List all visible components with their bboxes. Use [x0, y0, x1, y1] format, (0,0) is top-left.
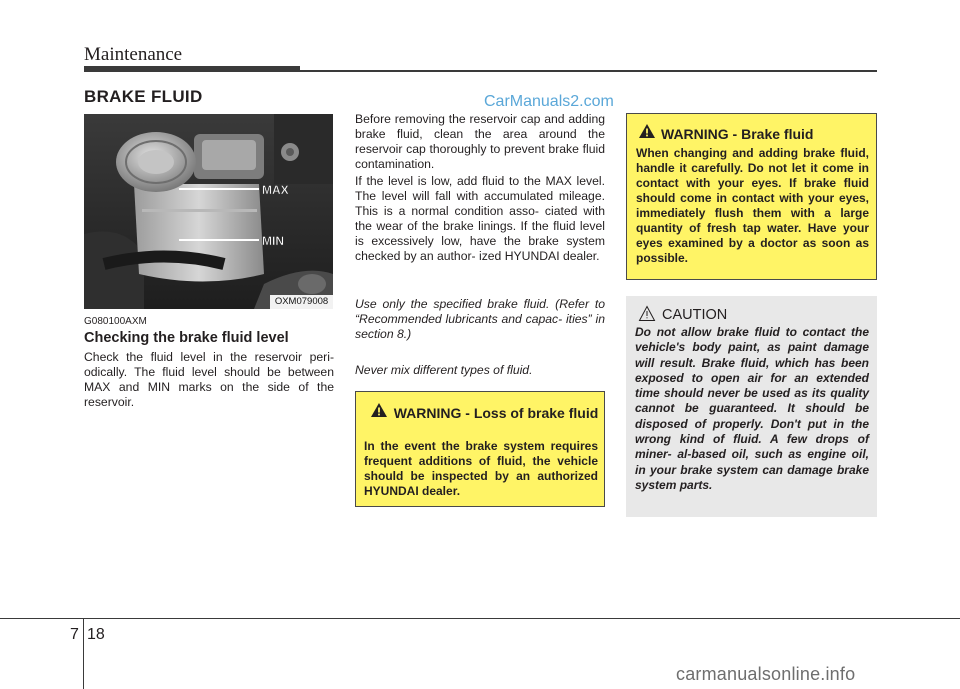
- watermark-bottom[interactable]: carmanualsonline.info: [676, 664, 856, 684]
- warning-subject: Brake fluid: [741, 126, 814, 142]
- warning-title: [661, 126, 813, 142]
- footer-divider: [83, 618, 84, 689]
- warning-body: When changing and adding brake fluid, handle it carefully. Do not let it come in contact with your eyes. If brake fluid should come in contact with your eyes, immediately flush them with a large quantity of fresh tap water. Have your eyes examined by a doctor as soon as possible.: [636, 146, 869, 265]
- warning-title: [390, 405, 602, 421]
- warning-subject: Loss of brake fluid: [473, 405, 599, 421]
- page-number: 18: [87, 626, 105, 643]
- watermark-top[interactable]: CarManuals2.com: [484, 93, 614, 110]
- header-rule: [84, 70, 877, 72]
- reservoir-illustration: [84, 114, 333, 309]
- warning-brake-fluid: [626, 113, 877, 280]
- chapter-number: 7: [70, 626, 79, 643]
- section-code: G080100AXM: [84, 316, 147, 327]
- clean-cap-paragraph: Before removing the reservoir cap and adding brake fluid, clean the area around the reservoir cap thoroughly to prevent brake fluid contamination.: [355, 112, 605, 171]
- warning-body: In the event the brake system requires frequent additions of fluid, the vehicle should be inspected by an authorized HYUNDAI dealer.: [364, 439, 598, 498]
- caution-triangle-icon: [638, 305, 656, 322]
- section-title: BRAKE FLUID: [84, 87, 203, 106]
- caution-body: Do not allow brake fluid to contact the vehicle's body paint, as paint damage will result. Brake fluid, which has been exposed to open air for an extended time should never be used as its quality cannot be guaranteed. It should be disposed of properly. Don't put in the wrong kind of fluid. A few drops of miner- al-based oil, such as engine oil, in your brake system can damage brake system parts.: [635, 325, 869, 492]
- no-mix-note: Never mix different types of fluid.: [355, 363, 533, 377]
- warning-triangle-icon: [370, 402, 388, 418]
- warning-triangle-icon: [638, 123, 656, 139]
- footer-rule: [0, 618, 960, 619]
- warning-prefix: WARNING -: [661, 126, 742, 142]
- min-label: MIN: [262, 234, 284, 248]
- warning-prefix: WARNING -: [393, 405, 474, 421]
- check-level-paragraph: Check the fluid level in the reservoir peri- odically. The fluid level should be between MAX and MIN marks on the side of the reservoir.: [84, 350, 334, 409]
- warning-loss-of-fluid: [355, 391, 605, 507]
- brake-reservoir-photo: [84, 114, 333, 309]
- low-level-paragraph: If the level is low, add fluid to the MAX level. The level will fall with accumulated mileage. This is a normal condition asso- ciated with the wear of the brake linings. If the fluid level is excessively low, have the brake system checked by an author- ized HYUNDAI dealer.: [355, 174, 605, 263]
- specified-fluid-note: Use only the specified brake fluid. (Refer to “Recommended lubricants and capac- ities” in section 8.): [355, 297, 605, 341]
- header-title: Maintenance: [84, 44, 183, 65]
- caution-box: [626, 296, 877, 517]
- caution-title: CAUTION: [662, 307, 728, 323]
- sub-heading: Checking the brake fluid level: [84, 330, 289, 346]
- photo-code: OXM079008: [270, 295, 333, 309]
- max-label: MAX: [262, 183, 289, 197]
